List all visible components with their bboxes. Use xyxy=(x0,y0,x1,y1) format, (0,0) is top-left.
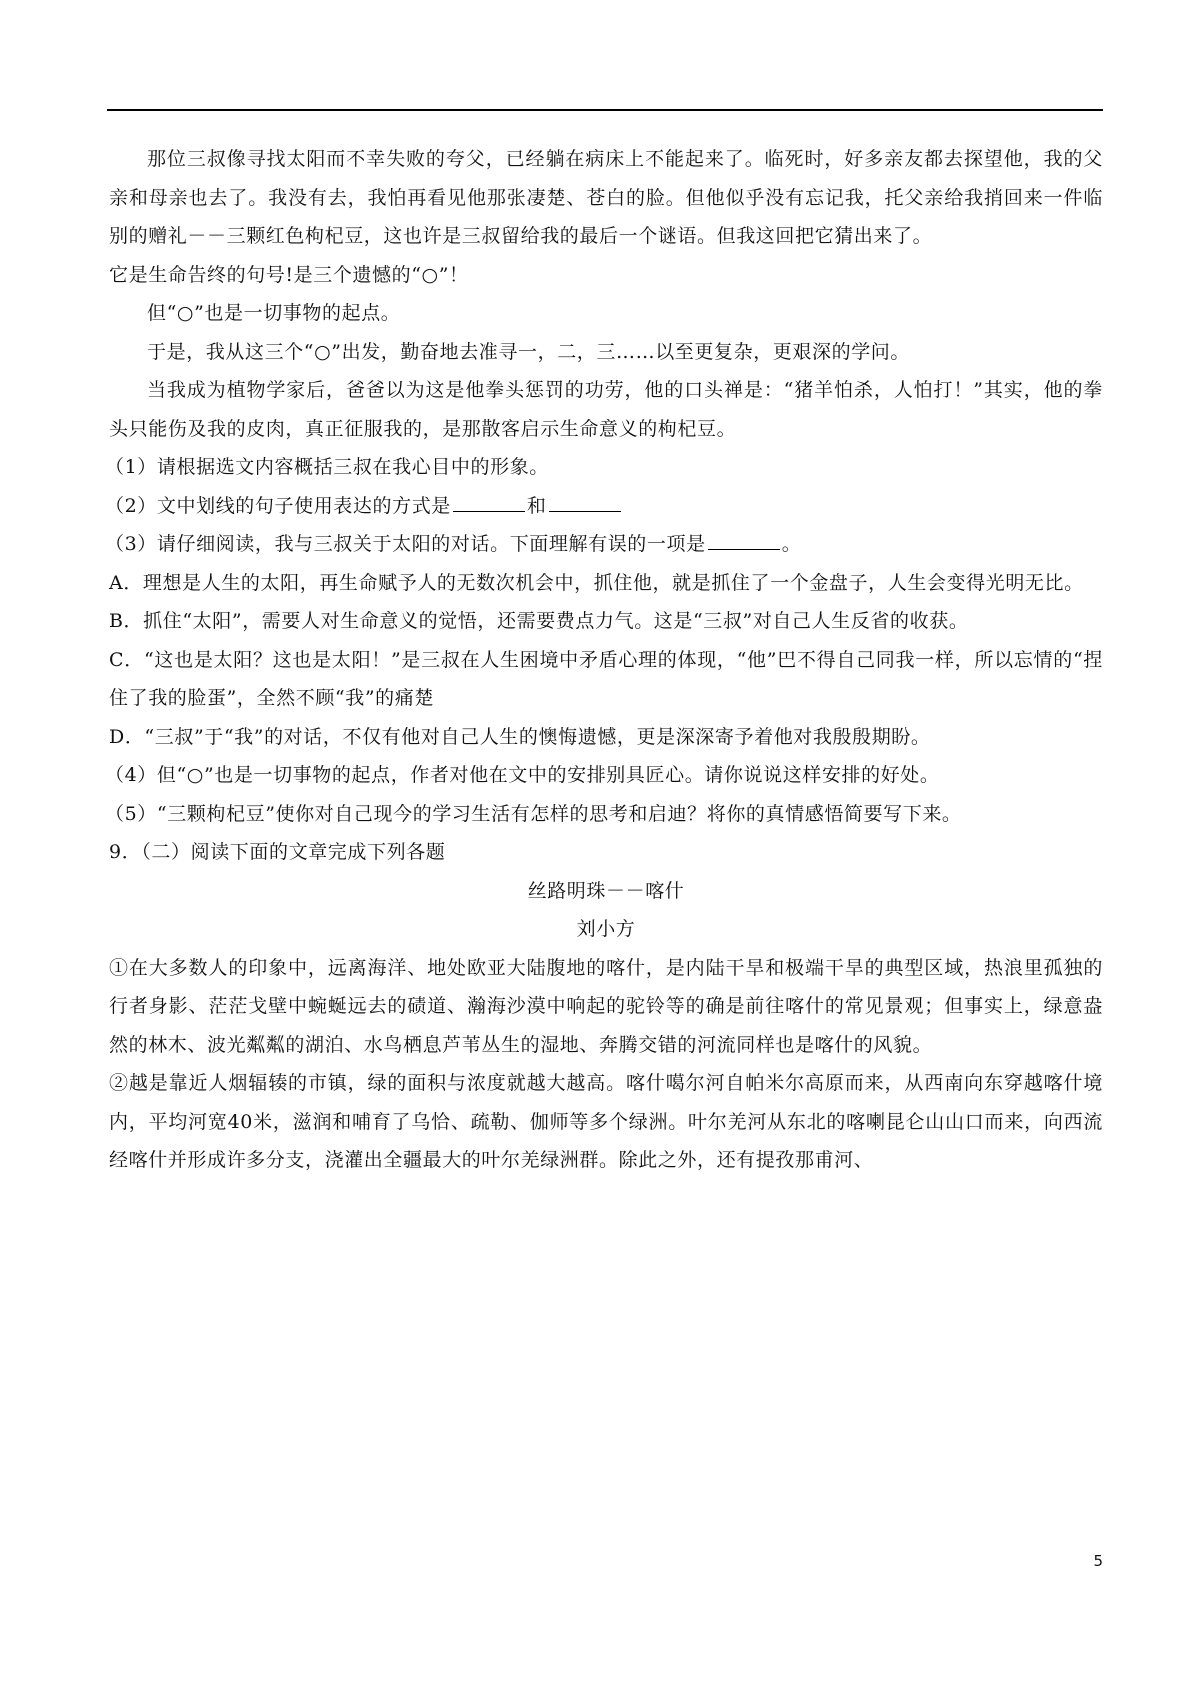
passage-paragraph-2: 它是生命告终的句号!是三个遗憾的“○”！ xyxy=(109,263,469,286)
question-2 xyxy=(105,487,1103,526)
article-paragraph-1: ①在大多数人的印象中，远离海洋、地处欧亚大陆腹地的喀什，是内陆干旱和极端干旱的典型区域，热浪里孤独的行者身影、茫茫戈壁中蜿蜒远去的碛道、瀚海沙漠中响起的驼铃等的确是前往喀什的常见景观；但事实上，绿意盎然的林木、波光粼粼的湖泊、水鸟栖息芦苇丛生的湿地、奔腾交错的河流同样也是喀什的风貌。 xyxy=(109,956,1103,1056)
question-2-mid: 和 xyxy=(526,494,547,517)
article-author: 刘小方 xyxy=(576,918,636,940)
option-d: D．“三叔”于“我”的对话，不仅有他对自己人生的懊悔遗憾，更是深深寄予着他对我殷殷期盼。 xyxy=(109,725,931,748)
passage-paragraph-4: 于是，我从这三个“○”出发，勤奋地去准寻一，二，三……以至更复杂，更艰深的学问。 xyxy=(147,340,911,363)
passage-paragraph-5: 当我成为植物学家后，爸爸以为这是他拳头惩罚的功劳，他的口头禅是：“猪羊怕杀，人怕打！”其实，他的拳头只能伤及我的皮肉，真正征服我的，是那散客启示生命意义的枸杞豆。 xyxy=(109,379,1103,440)
answer-blank-1[interactable] xyxy=(453,510,525,512)
article-title: 丝路明珠－－喀什 xyxy=(527,879,685,902)
article-paragraph-2: ②越是靠近人烟辐辏的市镇，绿的面积与浓度就越大越高。喀什噶尔河自帕米尔高原而来，从西南向东穿越喀什境内，平均河宽40米，滋润和哺育了乌恰、疏勒、伽师等多个绿洲。叶尔羌河从东北的喀喇昆仑山山口而来，向西流经喀什并形成许多分支，浇灌出全疆最大的叶尔羌绿洲群。除此之外，还有提孜那甫河、 xyxy=(109,1072,1103,1171)
header-rule xyxy=(107,109,1103,111)
question-5: （5）“三颗枸杞豆”使你对自己现今的学习生活有怎样的思考和启迪？将你的真情感悟简要写下来。 xyxy=(105,802,962,825)
question-4: （4）但“○”也是一切事物的起点，作者对他在文中的安排别具匠心。请你说说这样安排的好处。 xyxy=(105,764,940,786)
question-3-prefix: （3）请仔细阅读，我与三叔关于太阳的对话。下面理解有误的一项是 xyxy=(105,533,706,555)
passage-paragraph-3: 但“○”也是一切事物的起点。 xyxy=(147,302,401,324)
option-a: A．理想是人生的太阳，再生命赋予人的无数次机会中，抓住他，就是抓住了一个金盘子，人生会变得光明无比。 xyxy=(109,571,1084,594)
option-c: C．“这也是太阳？这也是太阳！”是三叔在人生困境中矛盾心理的体现，“他”巴不得自己同我一样，所以忘情的“捏住了我的脸蛋”，全然不顾“我”的痛楚 xyxy=(109,648,1103,709)
page-number: 5 xyxy=(1093,1552,1103,1570)
answer-blank-2[interactable] xyxy=(549,510,621,512)
question-1: （1）请根据选文内容概括三叔在我心目中的形象。 xyxy=(105,456,549,478)
question-2-prefix: （2）文中划线的句子使用表达的方式是 xyxy=(105,494,451,517)
passage-paragraph-1: 那位三叔像寻找太阳而不幸失败的夸父，已经躺在病床上不能起来了。临死时，好多亲友都去探望他，我的父亲和母亲也去了。我没有去，我怕再看见他那张凄楚、苍白的脸。但他似乎没有忘记我，托父亲给我捎回来一件临别的赠礼－－三颗红色枸杞豆，这也许是三叔留给我的最后一个谜语。但我这回把它猜出来了。 xyxy=(109,148,1103,247)
section-9-heading: 9．（二）阅读下面的文章完成下列各题 xyxy=(109,841,446,863)
question-3 xyxy=(105,525,1103,564)
page-content xyxy=(105,140,1103,1180)
option-b: B．抓住“太阳”，需要人对生命意义的觉悟，还需要费点力气。这是“三叔”对自己人生反省的收获。 xyxy=(109,610,969,632)
question-3-suffix: 。 xyxy=(781,533,802,555)
answer-blank-3[interactable] xyxy=(708,548,780,550)
